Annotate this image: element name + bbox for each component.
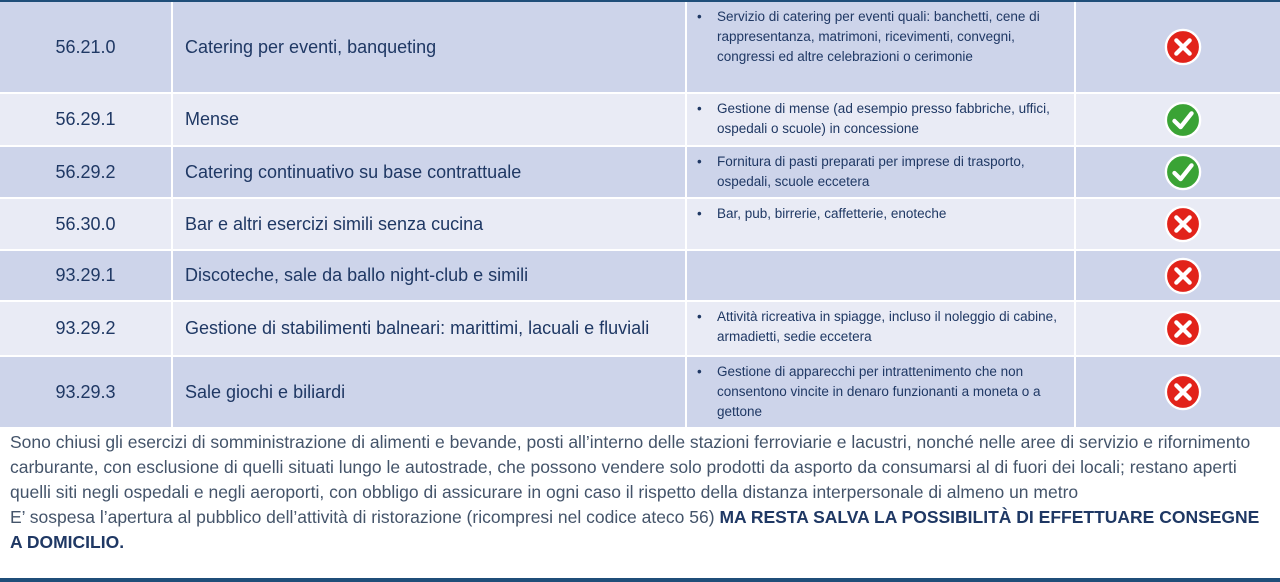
- note-item: • Gestione di mense (ad esempio presso fabbriche, uffici, ospedali o scuole) in concessione: [717, 99, 1066, 139]
- ateco-code: 56.21.0: [0, 2, 172, 93]
- table-row: [0, 356, 1280, 428]
- table-row: [0, 250, 1280, 301]
- activity-notes: [686, 250, 1075, 301]
- activity-description: Mense: [172, 93, 686, 146]
- status-cell: [1075, 93, 1280, 146]
- activity-description: Bar e altri esercizi simili senza cucina: [172, 198, 686, 250]
- activity-notes: [686, 93, 1075, 146]
- footer-paragraph-closures: Sono chiusi gli esercizi di somministrazione di alimenti e bevande, posti all’interno delle stazioni ferroviarie e lacustri, nonché nelle aree di servizio e rifornimento carburante, con esclusione di quelli situati lungo le autostrade, che possono vendere solo prodotti da asporto da consumarsi al di fuori dei locali; restano aperti quelli siti negli ospedali e negli aeroporti, con obbligo di assicurare in ogni caso il rispetto della distanza interpersonale di almeno un metro: [10, 432, 1251, 502]
- ateco-code: 93.29.1: [0, 250, 172, 301]
- red-x-icon: [1164, 310, 1202, 348]
- activity-description: Catering per eventi, banqueting: [172, 2, 686, 93]
- note-item: • Gestione di apparecchi per intrattenimento che non consentono vincite in denaro funzionanti a moneta o a gettone: [717, 362, 1066, 422]
- ateco-code: 56.29.2: [0, 146, 172, 198]
- red-x-icon: [1164, 257, 1202, 295]
- table-row: [0, 198, 1280, 250]
- activity-notes: [686, 198, 1075, 250]
- note-item: • Attività ricreativa in spiagge, incluso il noleggio di cabine, armadietti, sedie eccetera: [717, 307, 1066, 347]
- status-cell: [1075, 250, 1280, 301]
- ateco-table: [0, 2, 1280, 429]
- activity-description: Sale giochi e biliardi: [172, 356, 686, 428]
- table-row: [0, 2, 1280, 93]
- ateco-code: 56.29.1: [0, 93, 172, 146]
- bottom-border: [0, 578, 1280, 582]
- activity-notes: [686, 146, 1075, 198]
- note-item: • Servizio di catering per eventi quali: banchetti, cene di rappresentanza, matrimoni, ricevimenti, convegni, congressi ed altre celebrazioni o cerimonie: [717, 7, 1066, 67]
- ateco-code: 56.30.0: [0, 198, 172, 250]
- status-cell: [1075, 146, 1280, 198]
- activity-notes: [686, 2, 1075, 93]
- status-cell: [1075, 356, 1280, 428]
- ateco-code: 93.29.2: [0, 301, 172, 356]
- green-check-icon: [1164, 101, 1202, 139]
- status-cell: [1075, 198, 1280, 250]
- table-row: [0, 146, 1280, 198]
- activity-description: Gestione di stabilimenti balneari: marittimi, lacuali e fluviali: [172, 301, 686, 356]
- activity-notes: [686, 356, 1075, 428]
- note-item: • Bar, pub, birrerie, caffetterie, enoteche: [717, 204, 1066, 224]
- red-x-icon: [1164, 205, 1202, 243]
- activity-description: Catering continuativo su base contrattuale: [172, 146, 686, 198]
- footer-delivery-emphasis: MA RESTA SALVA LA POSSIBILITÀ DI EFFETTUARE CONSEGNE A DOMICILIO.: [10, 507, 1260, 552]
- red-x-icon: [1164, 373, 1202, 411]
- green-check-icon: [1164, 153, 1202, 191]
- status-cell: [1075, 2, 1280, 93]
- footer-paragraph-delivery: [10, 505, 1272, 555]
- table-row: [0, 301, 1280, 356]
- activity-notes: [686, 301, 1075, 356]
- status-cell: [1075, 301, 1280, 356]
- table-row: [0, 93, 1280, 146]
- note-item: • Fornitura di pasti preparati per imprese di trasporto, ospedali, scuole eccetera: [717, 152, 1066, 192]
- activity-description: Discoteche, sale da ballo night-club e simili: [172, 250, 686, 301]
- red-x-icon: [1164, 28, 1202, 66]
- ateco-code: 93.29.3: [0, 356, 172, 428]
- footer-delivery-text: E’ sospesa l’apertura al pubblico dell’attività di ristorazione (ricompresi nel codice ateco 56): [10, 507, 720, 527]
- footer-notice: [10, 430, 1272, 555]
